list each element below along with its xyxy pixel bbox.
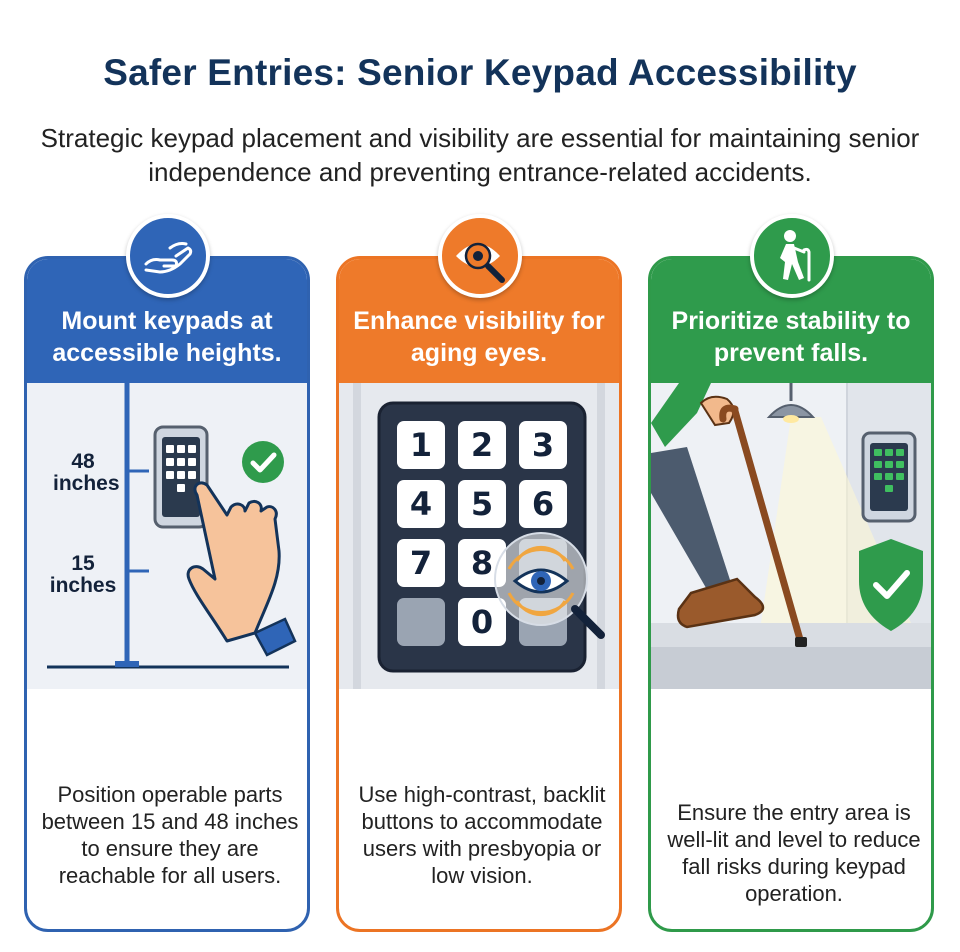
keypad-key-3: 3 — [519, 421, 567, 469]
hand-icon — [126, 214, 210, 298]
card-visibility — [336, 256, 622, 932]
keypad-key-5: 5 — [458, 480, 506, 528]
card-accessible-heights — [24, 256, 310, 932]
page-subtitle: Strategic keypad placement and visibility are essential for maintaining senior independence and preventing entrance-related accidents. — [40, 123, 920, 187]
keypad-key-8: 8 — [458, 539, 506, 587]
card-body-text: Ensure the entry area is well-lit and level to reduce fall risks during keypad operation. — [667, 800, 921, 906]
height-value: 48 — [71, 450, 95, 473]
keypad-grid — [397, 421, 567, 653]
card-body-text: Use high-contrast, backlit buttons to accommodate users with presbyopia or low vision. — [358, 782, 606, 888]
eye-magnifier-icon — [438, 214, 522, 298]
keypad-key-0: 0 — [458, 598, 506, 646]
card-stability — [648, 256, 934, 932]
wall-keypad-icon — [863, 433, 915, 521]
keypad-key-4: 4 — [397, 480, 445, 528]
card-heading: Enhance visibility for aging eyes. — [339, 259, 619, 383]
keypad-key-blank — [397, 598, 445, 646]
keypad-key-blank — [519, 598, 567, 646]
keypad-key-7: 7 — [397, 539, 445, 587]
height-marker-15 — [49, 553, 117, 597]
height-unit: inches — [53, 472, 120, 495]
page-title: Safer Entries: Senior Keypad Accessibility — [103, 52, 857, 93]
keypad-illustration — [339, 383, 619, 689]
check-icon — [242, 441, 284, 483]
keypad-key-6: 6 — [519, 480, 567, 528]
card-heading: Prioritize stability to prevent falls. — [651, 259, 931, 383]
walking-cane-icon — [750, 214, 834, 298]
stability-illustration — [651, 383, 931, 689]
height-value: 15 — [71, 552, 95, 575]
keypad-key-1: 1 — [397, 421, 445, 469]
card-body-text: Position operable parts between 15 and 48 inches to ensure they are reachable for all users. — [41, 782, 299, 888]
height-unit: inches — [49, 574, 117, 597]
height-marker-48 — [53, 450, 120, 495]
keypad-key-blank — [519, 539, 567, 587]
keypad-key-2: 2 — [458, 421, 506, 469]
card-heading: Mount keypads at accessible heights. — [27, 259, 307, 383]
height-illustration — [27, 383, 307, 689]
